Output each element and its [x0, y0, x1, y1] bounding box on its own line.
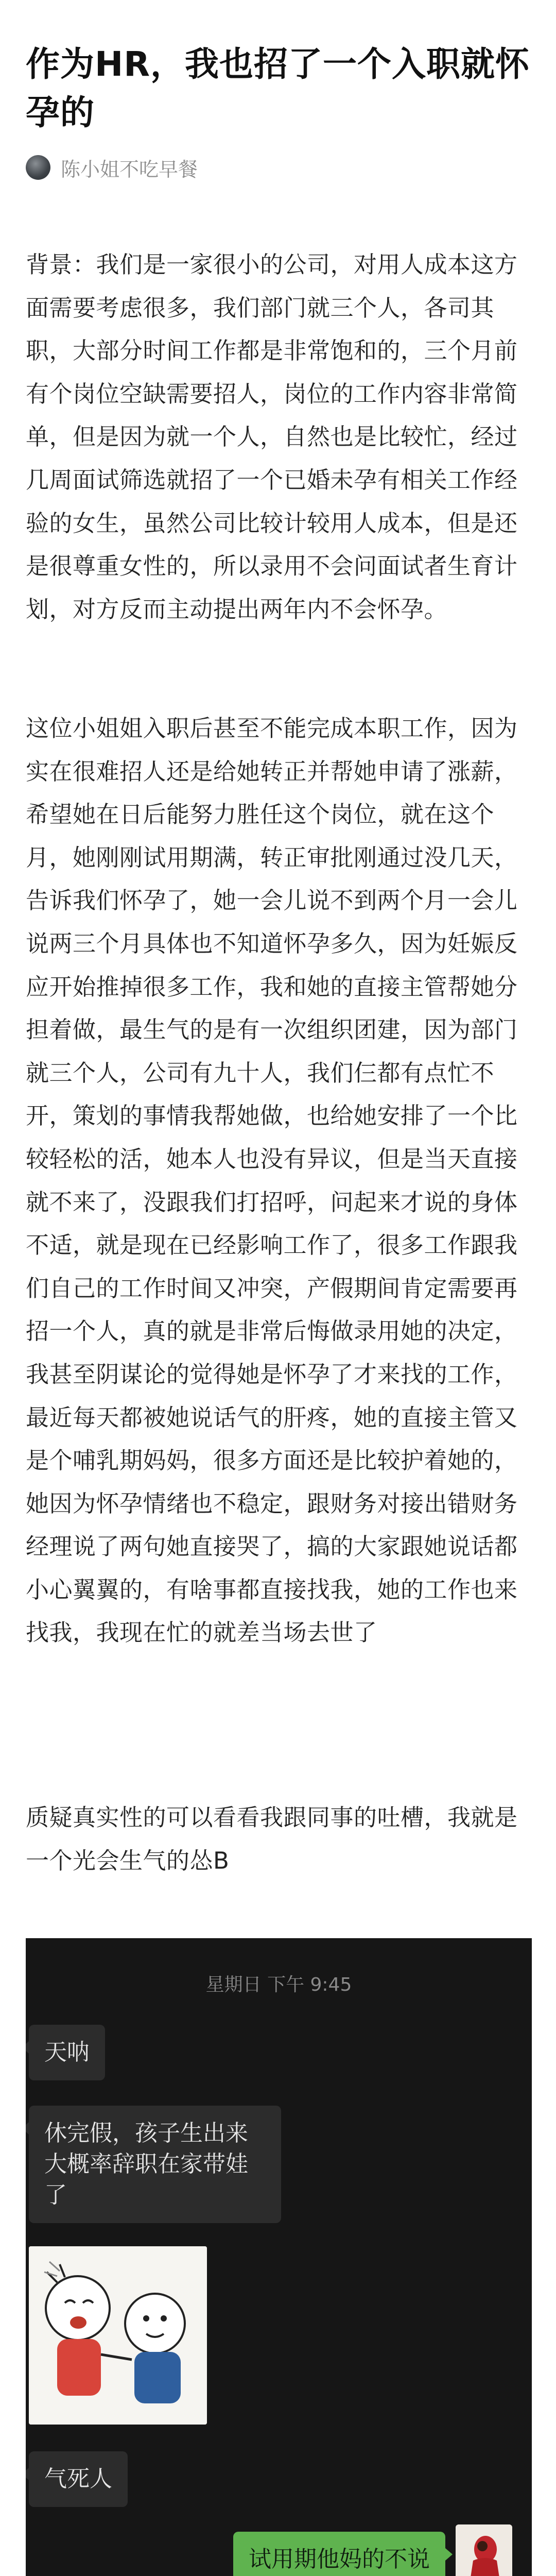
user-avatar	[456, 2524, 512, 2576]
author-avatar[interactable]	[26, 155, 50, 180]
chat-timestamp: 星期日 下午 9:45	[205, 1974, 352, 1995]
author-name[interactable]: 陈小姐不吃早餐	[61, 158, 198, 181]
paragraph-proof: 质疑真实性的可以看看我跟同事的吐槽，我就是一个光会生气的怂B	[26, 1804, 518, 1874]
paragraph-background: 背景：我们是一家很小的公司，对用人成本这方面需要考虑很多，我们部门就三个人，各司其职，大部分时间工作都是非常饱和的，三个月前有个岗位空缺需要招人，岗位的工作内容非常简单，但是因为就一个人，自然也是比较忙，经过几周面试筛选就招了一个已婚未孕有相关工作经验的女生，虽然公司比较计较用人成本，但是还是很尊重女性的，所以录用不会问面试者生育计划，对方反而主动提出两年内不会怀孕。	[26, 251, 518, 623]
sticker-drawing-icon	[29, 2246, 207, 2425]
chat-message-left: 气死人	[29, 2451, 128, 2507]
author-row[interactable]	[26, 149, 198, 185]
paragraph-story: 这位小姐姐入职后甚至不能完成本职工作，因为实在很难招人还是给她转正并帮她申请了涨薪，希望她在日后能努力胜任这个岗位，就在这个月，她刚刚试用期满，转正审批刚通过没几天，告诉我们怀孕了，她一会儿说不到两个月一会儿说两三个月具体也不知道怀孕多久，因为妊娠反应开始推掉很多工作，我和她的直接主管帮她分担着做，最生气的是有一次组织团建，因为部门就三个人，公司有九十人，我们仨都有点忙不开，策划的事情我帮她做，也给她安排了一个比较轻松的活，她本人也没有异议，但是当天直接就不来了，没跟我们打招呼，问起来才说的身体不适，就是现在已经影响工作了，很多工作跟我们自己的工作时间又冲突，产假期间肯定需要再招一个人，真的就是非常后悔做录用她的决定，我甚至阴谋论的觉得她是怀孕了才来找的工作，最近每天都被她说话气的肝疼，她的直接主管又是个哺乳期妈妈，很多方面还是比较护着她的，她因为怀孕情绪也不稳定，跟财务对接出错财务经理说了两句她直接哭了，搞的大家跟她说话都小心翼翼的，有啥事都直接找我，她的工作也来找我，我现在忙的就差当场去世了	[26, 715, 518, 1647]
article-title: 作为HR，我也招了一个入职就怀孕的	[26, 44, 530, 132]
chat-message-left: 休完假，孩子生出来大概率辞职在家带娃了	[29, 2106, 281, 2223]
sticker-image	[29, 2246, 207, 2425]
chat-screenshot	[26, 1938, 532, 2576]
chat-message-left: 天呐	[29, 2025, 105, 2080]
chat-message-right: 试用期他妈的不说	[233, 2532, 445, 2576]
avatar-red-figure-icon	[456, 2524, 512, 2576]
